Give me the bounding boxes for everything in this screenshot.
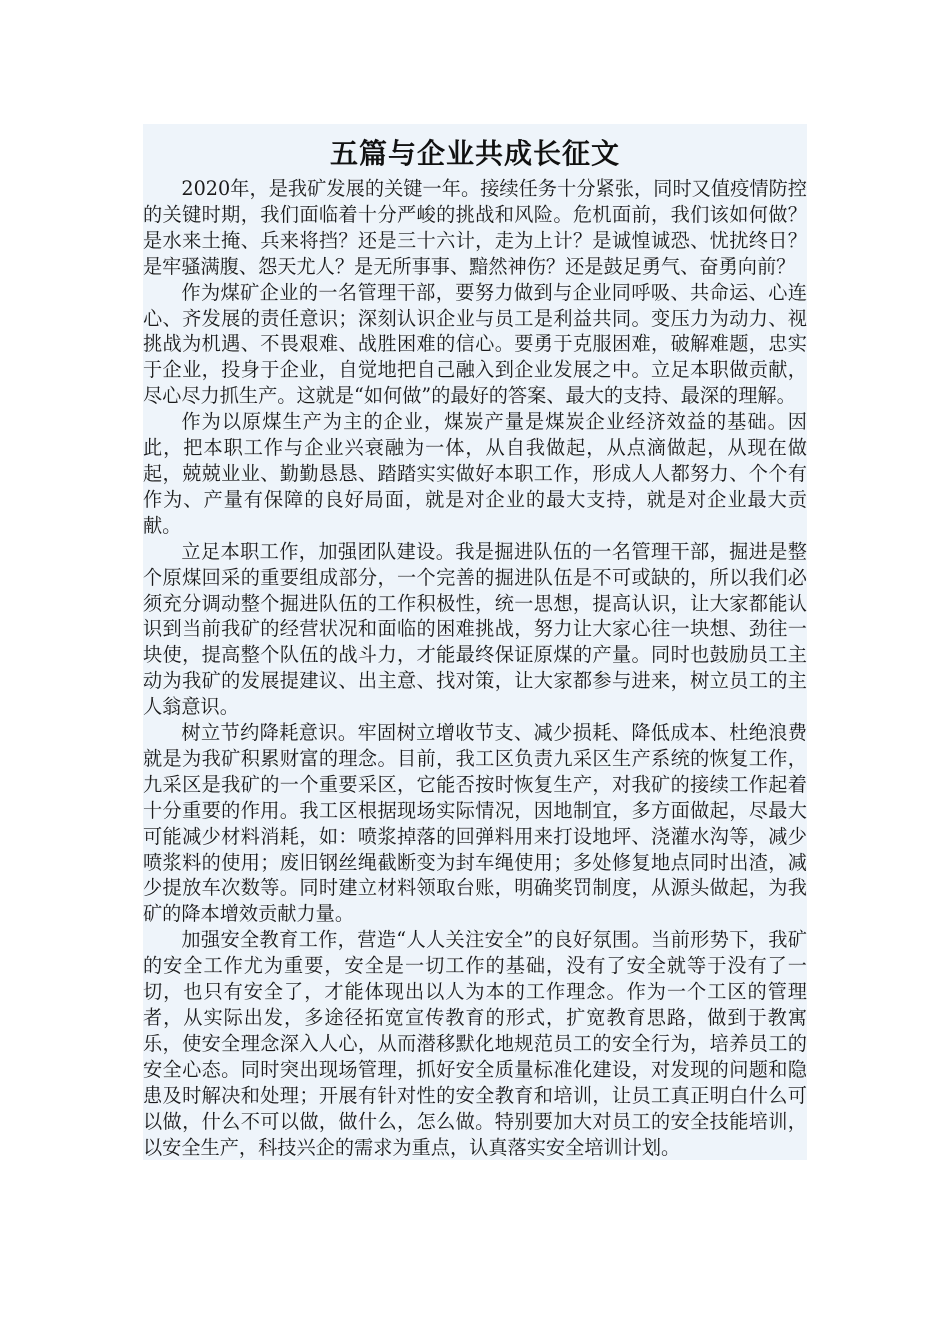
paragraph-safety-education: 加强安全教育工作，营造“人人关注安全”的良好氛围。当前形势下，我矿的安全工作尤为重要，安全是一切工作的基础，没有了安全就等于没有了一切，也只有安全了，才能体现出以人为本的工作理念。作为一个工区的管理者，从实际出发，多途径拓宽宣传教育的形式，扩宽教育思路，做到于教寓乐，使安全理念深入人心，从而潜移默化地规范员工的安全行为，培养员工的安全心态。同时突出现场管理，抓好安全质量标准化建设，对发现的问题和隐患及时解决和处理；开展有针对性的安全教育和培训，让员工真正明白什么可以做，什么不可以做，做什么，怎么做。特别要加大对员工的安全技能培训，以安全生产，科技兴企的需求为重点，认真落实安全培训计划。 — [143, 928, 807, 1159]
document-body — [143, 124, 807, 1160]
paragraph-team-building: 立足本职工作，加强团队建设。我是掘进队伍的一名管理干部，掘进是整个原煤回采的重要组成部分，一个完善的掘进队伍是不可或缺的，所以我们必须充分调动整个掘进队伍的工作积极性，统一思想，提高认识，让大家都能认识到当前我矿的经营状况和面临的困难挑战，努力让大家心往一块想、劲往一块使，提高整个队伍的战斗力，才能最终保证原煤的产量。同时也鼓励员工主动为我矿的发展提建议、出主意、找对策，让大家都参与进来，树立员工的主人翁意识。 — [143, 539, 807, 719]
paragraph-cost-saving: 树立节约降耗意识。牢固树立增收节支、减少损耗、降低成本、杜绝浪费就是为我矿积累财富的理念。目前，我工区负责九采区生产系统的恢复工作，九采区是我矿的一个重要采区，它能否按时恢复生产，对我矿的接续工作起着十分重要的作用。我工区根据现场实际情况，因地制宜，多方面做起，尽最大可能减少材料消耗，如：喷浆掉落的回弹料用来打设地坪、浇灌水沟等，减少喷浆料的使用；废旧钢丝绳截断变为封车绳使用；多处修复地点同时出渣，减少提放车次数等。同时建立材料领取台账，明确奖罚制度，从源头做起，为我矿的降本增效贡献力量。 — [143, 721, 807, 926]
paragraph-responsibility: 作为煤矿企业的一名管理干部，要努力做到与企业同呼吸、共命运、心连心、齐发展的责任意识；深刻认识企业与员工是利益共同。变压力为动力、视挑战为机遇、不畏艰难、战胜困难的信心。要勇于克服困难，破解难题，忠实于企业，投身于企业，自觉地把自己融入到企业发展之中。立足本职做贡献，尽心尽力抓生产。这就是“如何做”的最好的答案、最大的支持、最深的理解。 — [143, 280, 807, 408]
paragraph-intro: 2020年，是我矿发展的关键一年。接续任务十分紧张，同时又值疫情防控的关键时期，我们面临着十分严峻的挑战和风险。危机面前，我们该如何做？是水来土掩、兵来将挡？还是三十六计，走为上计？是诚惶诚恐、忧扰终日？是牢骚满腹、怨天尤人？是无所事事、黯然神伤？还是鼓足勇气、奋勇向前？ — [143, 177, 807, 278]
document-title: 五篇与企业共成长征文 — [329, 137, 620, 170]
paragraph-production: 作为以原煤生产为主的企业，煤炭产量是煤炭企业经济效益的基础。因此，把本职工作与企业兴衰融为一体，从自我做起，从点滴做起，从现在做起，兢兢业业、勤勤恳恳、踏踏实实做好本职工作，形成人人都努力、个个有作为、产量有保障的良好局面，就是对企业的最大支持，就是对企业最大贡献。 — [143, 410, 807, 537]
